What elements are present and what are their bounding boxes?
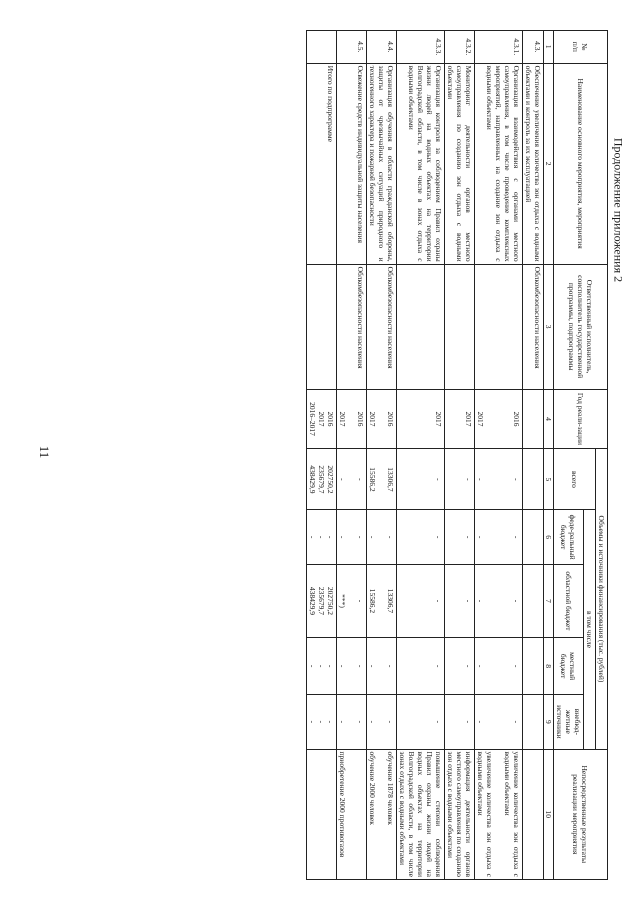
col-incl-header: в том числе: [584, 510, 596, 749]
row-total: - -: [337, 449, 367, 510]
col-name-header: Наименование основного мероприятия, мероприятия: [554, 63, 608, 264]
row-ext: -: [445, 695, 475, 749]
row-loc: -: [397, 638, 445, 695]
page-number: 11: [37, 445, 52, 459]
row-year: 2017: [445, 389, 475, 449]
row-executor: [307, 264, 337, 389]
col-number: 2: [544, 63, 554, 264]
row-name: Организация контроля за соблюдением Правил охраны жизни людей на водных объектах на территории Волгоградской области, в том числе в зонах отдыха с водными объектами: [397, 63, 445, 264]
column-number-row: [544, 31, 554, 880]
row-year: 2017: [397, 389, 445, 449]
row-executor: Облкомбезопасности населения: [367, 264, 397, 389]
col-result-header: Непосредственные результаты реализации мероприятия: [554, 749, 608, 879]
row-total: -: [445, 449, 475, 510]
row-total: 202750,2 235679,7 438429,9: [307, 449, 337, 510]
row-reg: 13306,7 15586,2: [367, 564, 397, 637]
row-name: Обеспечение увеличения количества зон отдыха с водными объектами и контроль за их эксплуатацией: [523, 63, 544, 264]
row-reg: 202750,2 235679,7 438429,9: [307, 564, 337, 637]
row-ext: - -: [367, 695, 397, 749]
row-reg: - ***): [337, 564, 367, 637]
row-fed: - -: [475, 510, 523, 564]
row-result: [307, 749, 337, 879]
row-result: информация деятельности органов местного самоуправления по созданию зон отдыха с водными объектами: [445, 749, 475, 879]
row-year: 2016 2017: [337, 389, 367, 449]
col-executor-header: Ответственный исполнитель, соисполнитель государственной программы, подпрограммы: [554, 264, 608, 389]
col-number: 9: [544, 695, 554, 749]
row-fed: -: [397, 510, 445, 564]
row-fed: - -: [337, 510, 367, 564]
row-total: [523, 449, 544, 510]
row-reg: - -: [475, 564, 523, 637]
row-fed: - -: [367, 510, 397, 564]
row-executor: [397, 264, 445, 389]
row-number: 4.5.: [337, 31, 367, 64]
col-number: 5: [544, 449, 554, 510]
row-executor: Облкомбезопасности населения: [523, 264, 544, 389]
table-row: [337, 31, 367, 880]
col-number: 7: [544, 564, 554, 637]
row-ext: - - -: [307, 695, 337, 749]
col-total-header: всего: [554, 449, 596, 510]
row-executor: [445, 264, 475, 389]
table-row: [475, 31, 523, 880]
row-fed: [523, 510, 544, 564]
row-loc: [523, 638, 544, 695]
col-n-header: № п/п: [554, 31, 608, 64]
continuation-title: Продолжение приложения 2: [611, 137, 626, 283]
row-number: [307, 31, 337, 64]
program-measures-table: [306, 30, 608, 880]
row-ext: [523, 695, 544, 749]
row-result: повышение степени соблюдения Правил охраны жизни людей на водных объектах на территории Волгоградской области, в том числе зонах отдыха с водными объектами: [397, 749, 445, 879]
col-year-header: Год реали-зации: [554, 389, 608, 449]
row-name: Освежение средств индивидуальной защиты населения: [337, 63, 367, 264]
table-body: [307, 31, 544, 880]
row-executor: [475, 264, 523, 389]
table-row: [445, 31, 475, 880]
row-year: [523, 389, 544, 449]
row-result: увеличение количества зон отдыха с водными объектами увеличение количества зон отдыха с водными объектами: [475, 749, 523, 879]
row-total: 13306,7 15586,2: [367, 449, 397, 510]
row-result: [523, 749, 544, 879]
header-row-1: [596, 31, 608, 880]
col-number: 8: [544, 638, 554, 695]
table-row: [523, 31, 544, 880]
col-number: 6: [544, 510, 554, 564]
col-volumes-header: Объемы и источники финансирования (тыс. рублей): [596, 449, 608, 749]
row-reg: -: [445, 564, 475, 637]
row-number: 4.3.3.: [397, 31, 445, 64]
col-number: 1: [544, 31, 554, 64]
row-name: Организация взаимодействия с органами местного самоуправления, в том числе проведение комплексных мероприятий, направленных на создание зон отдыха с водными объектами: [475, 63, 523, 264]
row-ext: - -: [337, 695, 367, 749]
row-fed: - - -: [307, 510, 337, 564]
col-fed-header: феде-ральный бюджет: [554, 510, 584, 564]
row-executor: Облкомбезопасности населения: [337, 264, 367, 389]
row-ext: -: [397, 695, 445, 749]
row-total: -: [397, 449, 445, 510]
col-ext-header: внебюд-жетные источники: [554, 695, 584, 749]
col-loc-header: местный бюджет: [554, 638, 584, 695]
row-fed: -: [445, 510, 475, 564]
row-year: 2016 2017: [475, 389, 523, 449]
table-row: [367, 31, 397, 880]
col-reg-header: областной бюджет: [554, 564, 584, 637]
col-number: 3: [544, 264, 554, 389]
rotated-table-container: [128, 30, 608, 880]
row-name: Мониторинг деятельности органов местного самоуправления по созданию зон отдыха с водными объектами: [445, 63, 475, 264]
row-year: 2016 2017 2016–2017: [307, 389, 337, 449]
row-reg: [523, 564, 544, 637]
row-reg: -: [397, 564, 445, 637]
row-year: 2016 2017: [367, 389, 397, 449]
row-number: 4.3.2.: [445, 31, 475, 64]
row-result: обучение 1878 человек обучение 2000 человек: [367, 749, 397, 879]
row-loc: - -: [367, 638, 397, 695]
row-name: Итого по подпрограмме: [307, 63, 337, 264]
row-total: - -: [475, 449, 523, 510]
row-loc: -: [445, 638, 475, 695]
row-number: 4.3.1.: [475, 31, 523, 64]
table-row: [397, 31, 445, 880]
row-name: Организация обучения в области гражданской обороны, защиты от чрезвычайных ситуаций природного и техногенного характера и пожарной безопасности: [367, 63, 397, 264]
row-result: приобретение 2000 противогазов: [337, 749, 367, 879]
row-ext: - -: [475, 695, 523, 749]
row-loc: - -: [337, 638, 367, 695]
row-loc: - -: [475, 638, 523, 695]
row-number: 4.4.: [367, 31, 397, 64]
col-number: 4: [544, 389, 554, 449]
table-row: [307, 31, 337, 880]
row-number: 4.3.: [523, 31, 544, 64]
col-number: 10: [544, 749, 554, 879]
row-loc: - - -: [307, 638, 337, 695]
